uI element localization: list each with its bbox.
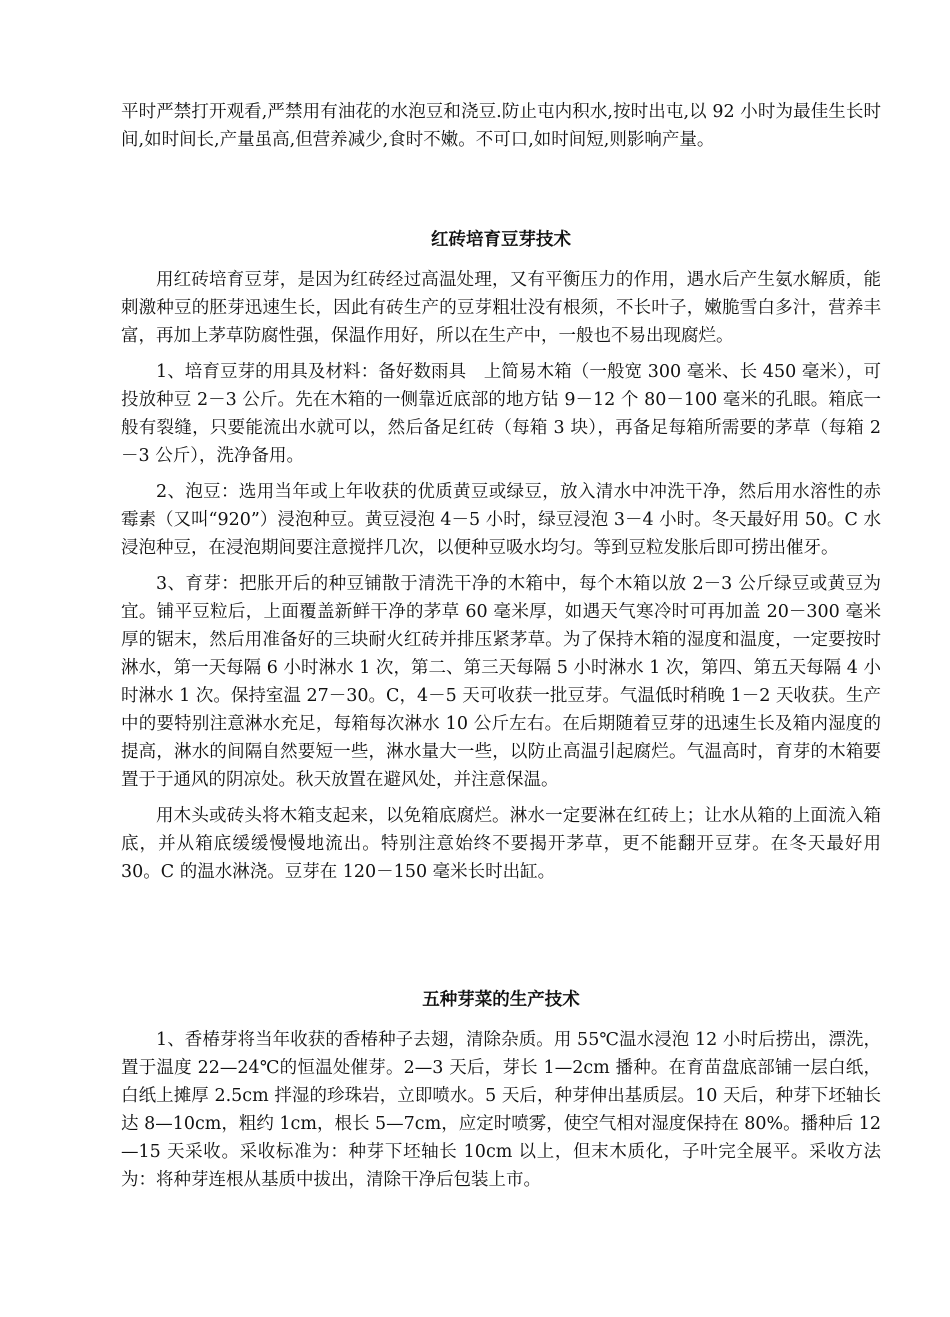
paragraph: 1、培育豆芽的用具及材料：备好数雨具 上简易木箱（一般宽 300 毫米、长 450 毫米），可投放种豆 2－3 公斤。先在木箱的一侧靠近底部的地方钻 9－12 个 80－100 毫米的孔眼。箱底一般有裂缝，只要能流出水就可以，然后备足红砖（每箱 3 块），再备足每箱所需要的茅草（每箱 2－3 公斤），洗净备用。 — [121, 362, 881, 466]
paragraph: 2、泡豆：选用当年或上年收获的优质黄豆或绿豆，放入清水中冲洗干净，然后用水溶性的赤霉素（又叫“920”）浸泡种豆。黄豆浸泡 4－5 小时，绿豆浸泡 3－4 小时。冬天最好用 50。C 水浸泡种豆，在浸泡期间要注意搅拌几次，以便种豆吸水均匀。等到豆粒发胀后即可捞出催牙。 — [121, 482, 881, 558]
paragraph: 用木头或砖头将木箱支起来，以免箱底腐烂。淋水一定要淋在红砖上；让水从箱的上面流入箱底，并从箱底缓缓慢慢地流出。特别注意始终不要揭开茅草，更不能翻开豆芽。在冬天最好用 30。C 的温水淋浇。豆芽在 120－150 毫米长时出缸。 — [121, 806, 881, 882]
section-red-brick-bean-sprouts — [121, 226, 881, 894]
section-title: 五种芽菜的生产技术 — [422, 990, 580, 1010]
section-five-sprout-vegetables — [121, 986, 881, 1202]
paragraph: 1、香椿芽将当年收获的香椿种子去翅，清除杂质。用 55℃温水浸泡 12 小时后捞出，漂洗，置于温度 22—24℃的恒温处催芽。2—3 天后，芽长 1—2cm 播种。在育苗盘底部铺一层白纸，白纸上摊厚 2.5cm 拌湿的珍珠岩，立即喷水。5 天后，种芽伸出基质层。10 天后，种芽下坯轴长达 8—10cm，粗约 1cm，根长 5—7cm，应定时喷雾，使空气相对湿度保持在 80%。播种后 12—15 天采收。采收标准为：种芽下坯轴长 10cm 以上，但末木质化，子叶完全展平。采收方法为：将种芽连根从基质中拔出，清除干净后包装上市。 — [121, 1030, 881, 1190]
paragraph: 3、育芽：把胀开后的种豆铺散于清洗干净的木箱中，每个木箱以放 2－3 公斤绿豆或黄豆为宜。铺平豆粒后，上面覆盖新鲜干净的茅草 60 毫米厚，如遇天气寒冷时可再加盖 20－300 毫米厚的锯末，然后用准备好的三块耐火红砖并排压紧茅草。为了保持木箱的湿度和温度，一定要按时淋水，第一天每隔 6 小时淋水 1 次，第二、第三天每隔 5 小时淋水 1 次，第四、第五天每隔 4 小时淋水 1 次。保持室温 27－30。C，4－5 天可收获一批豆芽。气温低时稍晚 1－2 天收获。生产中的要特别注意淋水充足，每箱每次淋水 10 公斤左右。在后期随着豆芽的迅速生长及箱内湿度的提高，淋水的间隔自然要短一些，淋水量大一些，以防止高温引起腐烂。气温高时，育芽的木箱要置于于通风的阴凉处。秋天放置在避风处，并注意保温。 — [121, 574, 881, 790]
section-title: 红砖培育豆芽技术 — [431, 230, 571, 250]
intro-paragraph: 平时严禁打开观看,严禁用有油花的水泡豆和浇豆.防止屯内积水,按时出屯,以 92 小时为最佳生长时间,如时间长,产量虽高,但营养减少,食时不嫩。不可口,如时间短,则影响产量。 — [121, 102, 881, 150]
paragraph: 用红砖培育豆芽，是因为红砖经过高温处理，又有平衡压力的作用，遇水后产生氨水解质，能刺激种豆的胚芽迅速生长，因此有砖生产的豆芽粗壮没有根须，不长叶子，嫩脆雪白多汁，营养丰富，再加上茅草防腐性强，保温作用好，所以在生产中，一般也不易出现腐烂。 — [121, 270, 881, 346]
